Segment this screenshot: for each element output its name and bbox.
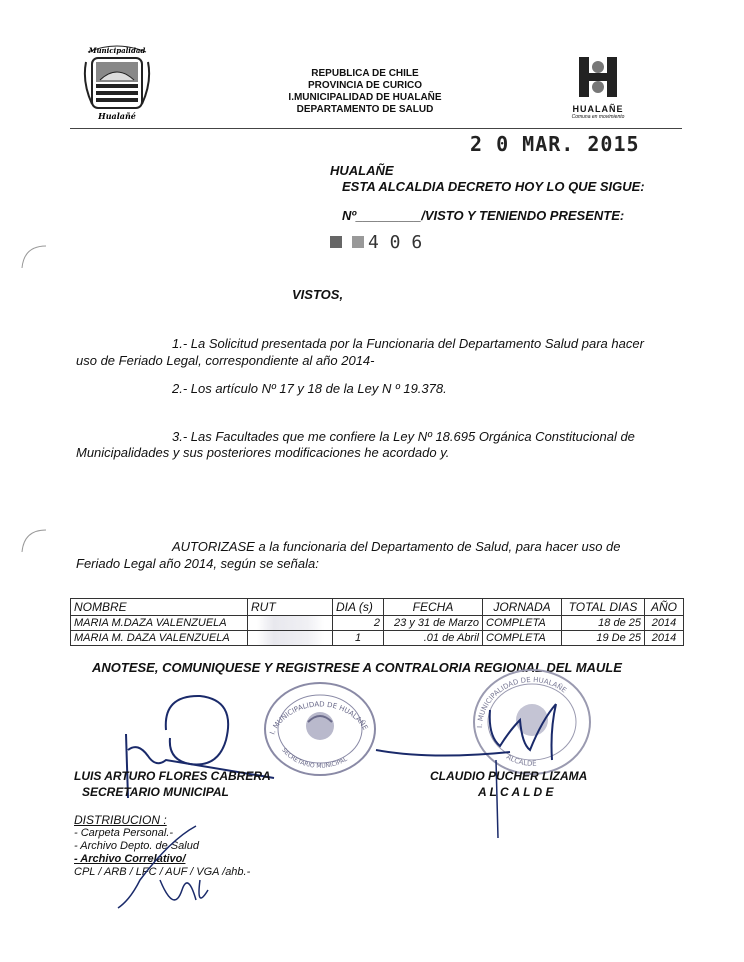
col-header-anio: AÑO: [645, 599, 684, 616]
decree-intro: ESTA ALCALDIA DECRETO HOY LO QUE SIGUE:: [342, 179, 645, 194]
hualane-logo: [566, 55, 630, 123]
cell-dias: 2: [333, 616, 384, 631]
number-label: Nº: [342, 208, 357, 223]
cell-jornada: COMPLETA: [483, 616, 562, 631]
h-logo-icon: [573, 55, 623, 99]
cell-jornada: COMPLETA: [483, 631, 562, 646]
col-header-nombre: NOMBRE: [71, 599, 248, 616]
secretario-seal: [262, 680, 378, 778]
secretario-title: SECRETARIO MUNICIPAL: [82, 785, 229, 799]
seal-text-bottom: SECRETARIO MUNICIPAL: [280, 746, 349, 770]
date-stamp: 2 0 MAR. 2015: [470, 132, 640, 156]
closing-statement: ANOTESE, COMUNIQUESE Y REGISTRESE A CONTRALORIA REGIONAL DEL MAULE: [92, 660, 622, 675]
cell-fecha: 23 y 31 de Marzo: [384, 616, 483, 631]
cell-fecha: .01 de Abril: [384, 631, 483, 646]
visto-label: /VISTO Y TENIENDO PRESENTE:: [421, 208, 625, 223]
table-header-row: [71, 599, 684, 616]
alcalde-name: CLAUDIO PUCHER LIZAMA: [430, 769, 588, 783]
table-row: [71, 631, 684, 646]
visto-item-1a: 1.- La Solicitud presentada por la Funcionaria del Departamento Salud para hacer: [172, 336, 644, 351]
visto-item-3b: Municipalidades y sus posteriores modificaciones he acordado y.: [76, 445, 450, 460]
cell-nombre: MARIA M.DAZA VALENZUELA: [71, 616, 248, 631]
alcalde-title: A L C A L D E: [478, 785, 554, 799]
col-header-dias: DIA (s): [333, 599, 384, 616]
cell-anio: 2014: [645, 631, 684, 646]
punch-hole-mark: [18, 240, 48, 270]
distribution-item: - Carpeta Personal.-: [74, 827, 174, 839]
decree-number-value: 4 0 6: [368, 232, 423, 253]
col-header-jornada: JORNADA: [483, 599, 562, 616]
col-header-rut: RUT: [248, 599, 333, 616]
seal-text-top: I. MUNICIPALIDAD DE HUALAÑE: [475, 675, 568, 729]
place-heading: HUALAÑE: [330, 163, 394, 178]
distribution-item: - Archivo Depto. de Salud: [74, 840, 199, 852]
secretario-signature: [108, 690, 278, 800]
secretario-name: LUIS ARTURO FLORES CABRERA: [74, 769, 271, 783]
header-rule: [70, 128, 682, 129]
distribution-title: DISTRIBUCION :: [74, 813, 167, 827]
decree-number: [330, 232, 422, 253]
institution-header: [255, 68, 475, 116]
cell-total-dias: 18 de 25: [562, 616, 645, 631]
autoriza-line-2: Feriado Legal año 2014, según se señala:: [76, 556, 319, 571]
svg-text:Hualañé: Hualañé: [98, 111, 136, 121]
autoriza-line-1: AUTORIZASE a la funcionaria del Departamento de Salud, para hacer uso de: [172, 539, 621, 554]
municipal-coat-of-arms: [78, 42, 156, 122]
hualane-logo-name: HUALAÑE: [572, 104, 624, 114]
cell-nombre: MARIA M. DAZA VALENZUELA: [71, 631, 248, 646]
visto-item-2: 2.- Los artículo Nº 17 y 18 de la Ley N º 19.378.: [172, 381, 447, 396]
vistos-heading: VISTOS,: [292, 287, 344, 302]
decree-number-line: [342, 207, 624, 225]
initials-scribble: [100, 820, 240, 916]
distribution-item: CPL / ARB / LFC / AUF / VGA /ahb.-: [74, 866, 251, 878]
stamp-mark-icon: [330, 236, 342, 248]
cell-rut: [248, 616, 333, 631]
stamp-mark-icon: [352, 236, 364, 248]
header-line-province: PROVINCIA DE CURICO: [307, 80, 423, 91]
number-blank: _________: [356, 208, 422, 223]
seal-text-top: I. MUNICIPALIDAD DE HUALAÑE: [268, 700, 370, 736]
cell-total-dias: 19 De 25: [562, 631, 645, 646]
cell-rut: [248, 631, 333, 646]
visto-item-1b: uso de Feriado Legal, correspondiente al año 2014-: [76, 353, 375, 368]
cell-dias: 1: [333, 631, 384, 646]
col-header-total-dias: TOTAL DIAS: [562, 599, 645, 616]
hualane-logo-tagline: Comuna en movimiento: [571, 114, 625, 120]
col-header-fecha: FECHA: [384, 599, 483, 616]
visto-item-3a: 3.- Las Facultades que me confiere la Ley Nº 18.695 Orgánica Constitucional de: [172, 429, 635, 444]
table-row: [71, 616, 684, 631]
header-line-municipality: I.MUNICIPALIDAD DE HUALAÑE: [288, 92, 442, 103]
svg-text:Municipalidad: Municipalidad: [88, 46, 146, 55]
punch-hole-mark: [18, 524, 48, 554]
header-line-country: REPUBLICA DE CHILE: [311, 68, 419, 79]
distribution-item: - Archivo Correlativo/: [74, 853, 186, 865]
alcalde-signature: [370, 690, 600, 840]
svg-text:SECRETARIO MUNICIPAL: [280, 747, 349, 770]
leave-table: [70, 598, 684, 646]
seal-text-bottom: ALCALDE: [504, 752, 537, 768]
header-line-department: DEPARTAMENTO DE SALUD: [296, 104, 434, 115]
cell-anio: 2014: [645, 616, 684, 631]
